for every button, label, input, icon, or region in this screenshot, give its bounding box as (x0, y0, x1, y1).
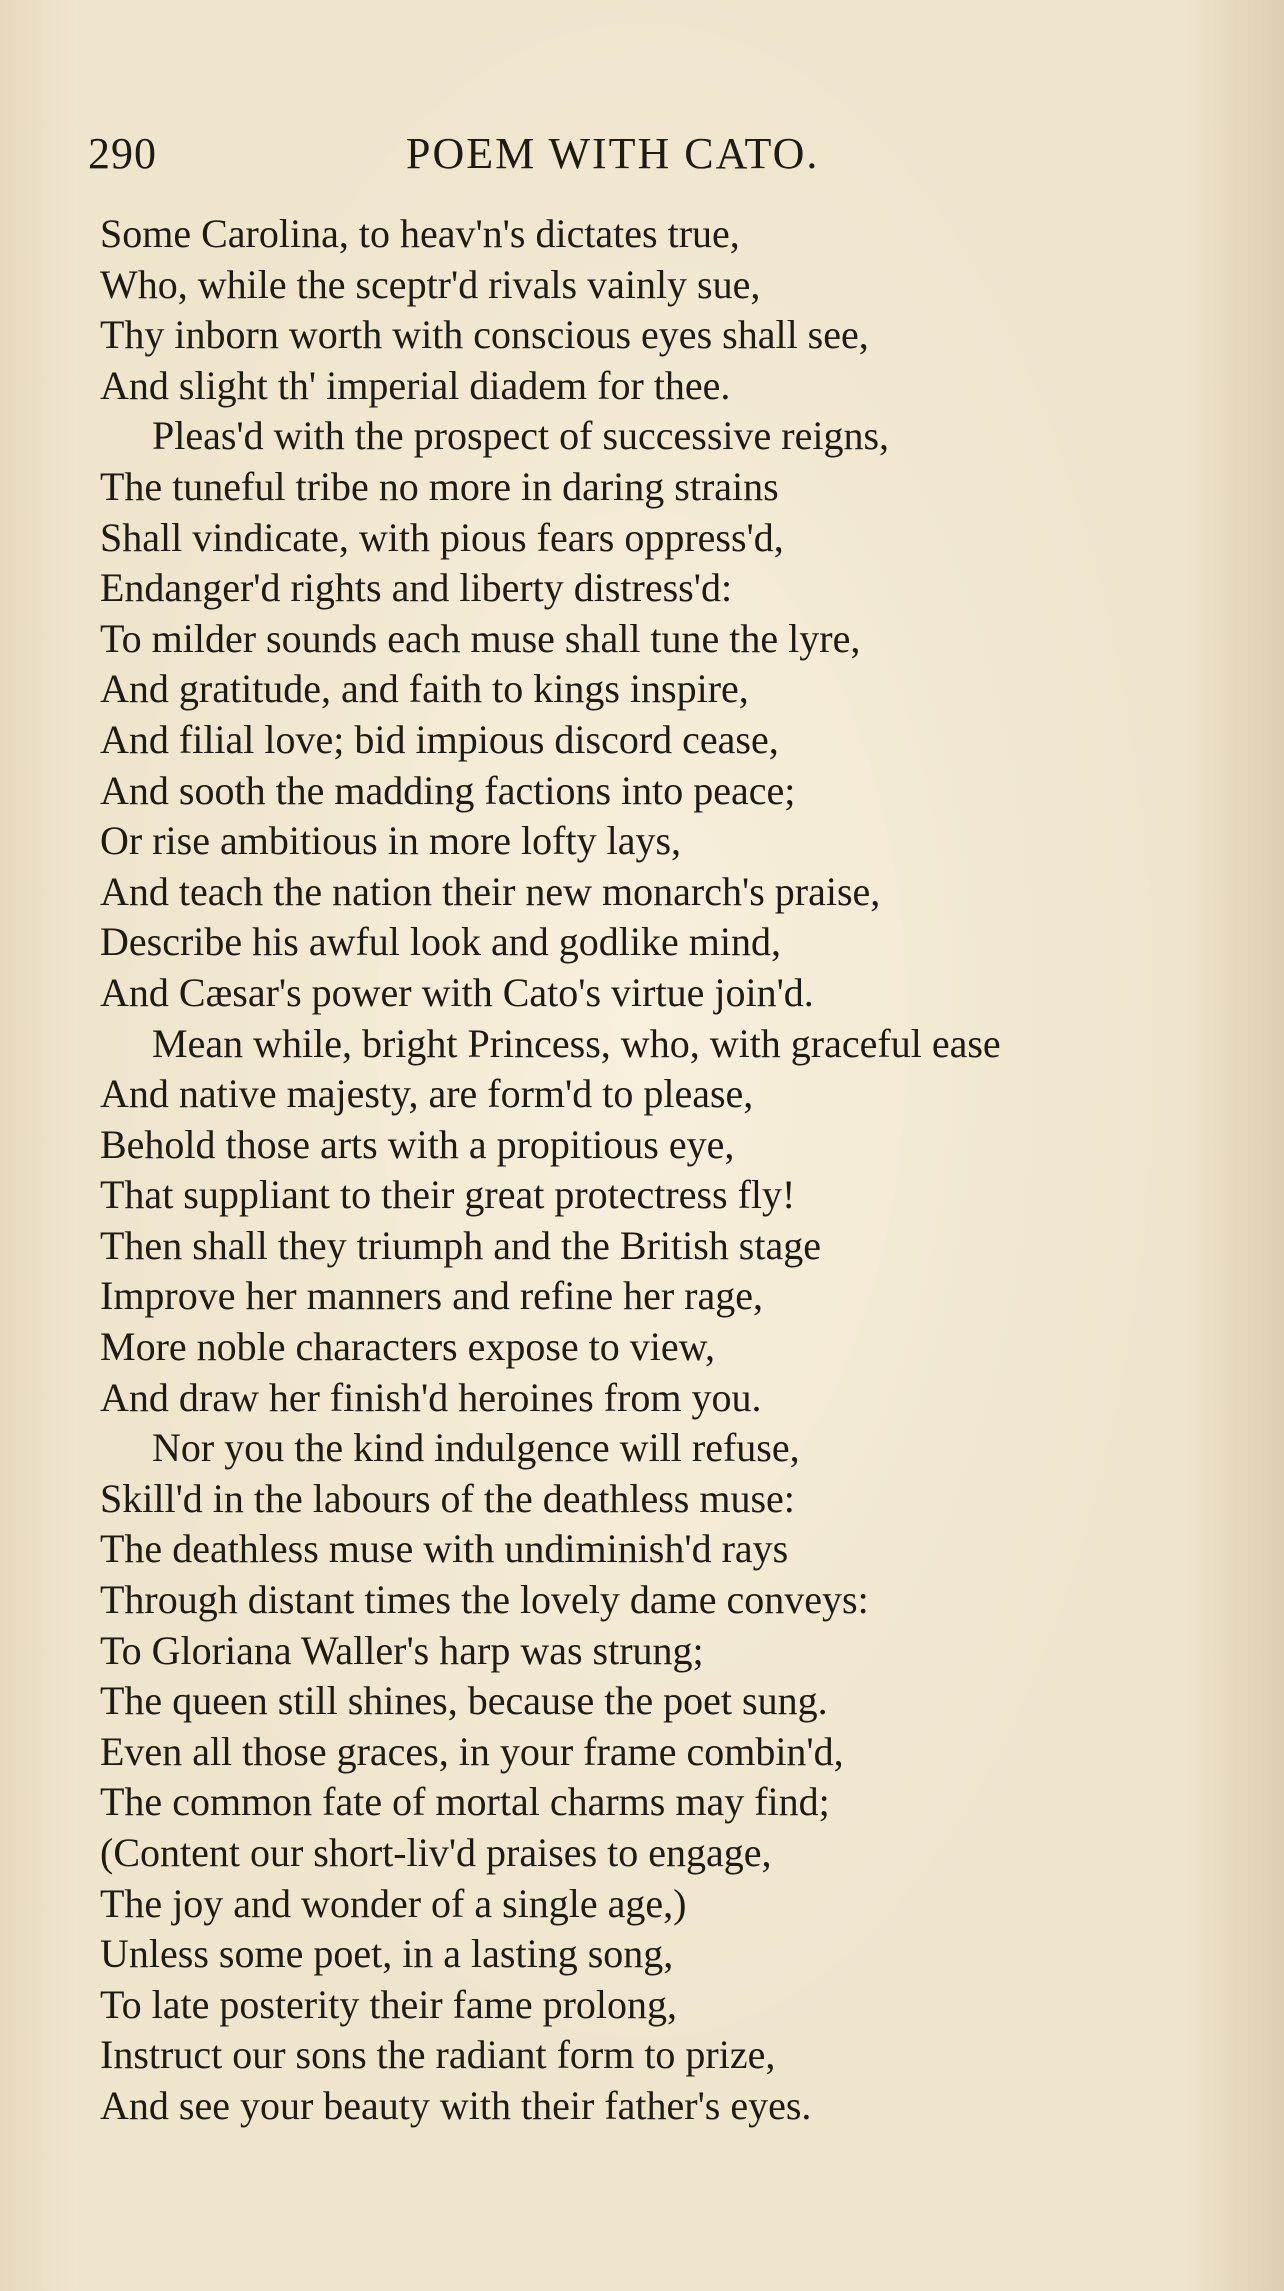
poem-line: Thy inborn worth with conscious eyes shall see, (100, 312, 869, 358)
poem-line: And slight th' imperial diadem for thee. (100, 362, 731, 408)
poem-line: And sooth the madding factions into peace; (100, 767, 796, 813)
poem-line: Or rise ambitious in more lofty lays, (100, 818, 682, 864)
poem-line: Describe his awful look and godlike mind, (100, 919, 781, 965)
poem-line: Who, while the sceptr'd rivals vainly sue, (100, 261, 761, 307)
poem-line: Pleas'd with the prospect of successive reigns, (152, 413, 890, 459)
poem-line: Improve her manners and refine her rage, (100, 1273, 764, 1319)
poem-line: The deathless muse with undiminish'd rays (100, 1526, 789, 1572)
poem-line: And teach the nation their new monarch's praise, (100, 868, 881, 914)
poem-line: (Content our short-liv'd praises to engage, (100, 1830, 772, 1875)
poem-line: And gratitude, and faith to kings inspire, (100, 666, 749, 712)
poem-line: Instruct our sons the radiant form to prize, (100, 2032, 776, 2078)
poem-line: To milder sounds each muse shall tune the lyre, (100, 615, 861, 661)
poem-line: Shall vindicate, with pious fears oppress'd, (100, 514, 784, 560)
page-number: 290 (88, 129, 157, 178)
poem-line: Behold those arts with a propitious eye, (100, 1121, 735, 1167)
poem-line: The joy and wonder of a single age,) (100, 1880, 687, 1926)
poem-line: Endanger'd rights and liberty distress'd: (100, 565, 733, 611)
poem-line: Nor you the kind indulgence will refuse, (152, 1425, 800, 1471)
poem-line: And filial love; bid impious discord cease, (100, 716, 779, 762)
poem-body (100, 209, 1220, 2132)
running-title: POEM WITH CATO. (406, 129, 820, 178)
poem-line: Unless some poet, in a lasting song, (100, 1931, 674, 1977)
poem-line: To late posterity their fame prolong, (100, 1981, 678, 2027)
poem-line: Even all those graces, in your frame combin'd, (100, 1728, 844, 1774)
poem-line: Mean while, bright Princess, who, with graceful ease (152, 1020, 1001, 1066)
poem-line: More noble characters expose to view, (100, 1324, 715, 1370)
poem-line: Through distant times the lovely dame conveys: (100, 1577, 869, 1623)
poem-line: The queen still shines, because the poet sung. (100, 1678, 828, 1724)
poem-line: And see your beauty with their father's eyes. (100, 2082, 812, 2128)
poem-line: That suppliant to their great protectress fly! (100, 1172, 796, 1218)
poem-line: The tuneful tribe no more in daring strains (100, 463, 779, 509)
poem-line: And native majesty, are form'd to please, (100, 1071, 754, 1117)
poem-line: And Cæsar's power with Cato's virtue join'd. (100, 969, 814, 1015)
poem-line: Some Carolina, to heav'n's dictates true, (100, 211, 740, 256)
poem-line: The common fate of mortal charms may find; (100, 1779, 830, 1825)
poem-line: Then shall they triumph and the British stage (100, 1222, 821, 1268)
page-header (88, 128, 908, 188)
poem-line: And draw her finish'd heroines from you. (100, 1374, 762, 1420)
poem-line: Skill'd in the labours of the deathless muse: (100, 1475, 795, 1521)
poem-line: To Gloriana Waller's harp was strung; (100, 1627, 704, 1673)
